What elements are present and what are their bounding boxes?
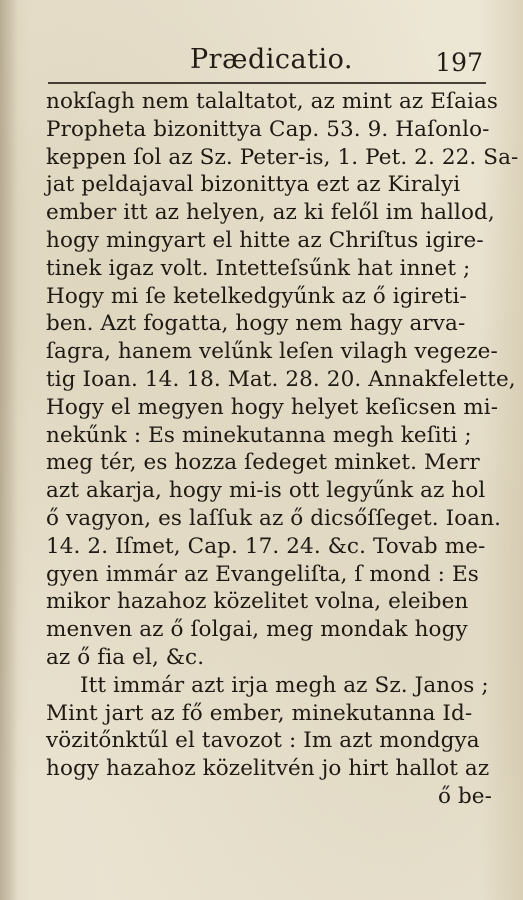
text-line-indented: Itt immár azt irja megh az Sz. Janos ; — [80, 672, 489, 698]
text-line: ſagra, hanem velűnk leſen vilagh vegeze- — [46, 339, 498, 365]
catchword: ő be- — [437, 783, 492, 809]
text-line: Hogy el megyen hogy helyet keſicsen mi- — [46, 394, 499, 420]
text-line: az ő fia el, &c. — [46, 644, 205, 670]
text-line: vözitőnktűl el tavozot : Im azt mondgya — [46, 728, 480, 754]
text-line: tig Ioan. 14. 18. Mat. 28. 20. Annakfelette, — [46, 366, 516, 392]
text-line: ember itt az helyen, az ki felől im hallod, — [46, 200, 495, 226]
binding-shadow — [0, 0, 18, 900]
text-line: keppen ſol az Sz. Peter-is, 1. Pet. 2. 22. Sa- — [46, 144, 519, 170]
text-line: Mint jart az fő ember, minekutanna Id- — [46, 700, 473, 726]
page-number: 197 — [435, 48, 483, 77]
body-text — [46, 88, 519, 811]
text-line: azt akarja, hogy mi-is ott legyűnk az hol — [46, 478, 486, 504]
text-line: 14. 2. Iſmet, Cap. 17. 24. &c. Tovab me- — [46, 533, 486, 559]
page-header — [48, 44, 491, 84]
text-line: nekűnk : Es minekutanna megh keſiti ; — [46, 422, 472, 448]
text-line: nokſagh nem talaltatot, az mint az Eſaias — [46, 89, 499, 114]
text-line: menven az ő ſolgai, meg mondak hogy — [46, 617, 468, 643]
text-line: hogy hazahoz közelitvén jo hirt hallot az — [46, 756, 490, 782]
header-rule — [48, 82, 486, 84]
text-line: jat peldajaval bizonittya ezt az Kiralyi — [46, 172, 461, 198]
text-line: tinek igaz volt. Intetteſsűnk hat innet ; — [46, 255, 471, 281]
text-line: hogy mingyart el hitte az Chriſtus igire- — [46, 227, 484, 253]
text-line: meg tér, es hozza ſedeget minket. Merr — [46, 450, 480, 476]
text-line: gyen immár az Evangeliſta, ſ mond : Es — [46, 561, 479, 587]
running-title: Prædicatio. — [190, 44, 353, 75]
text-line: ő vagyon, es laſſuk az ő dicsőſſeget. Ioan. — [46, 505, 502, 531]
text-line: ben. Azt fogatta, hogy nem hagy arva- — [46, 311, 466, 337]
text-line: Hogy mi ſe ketelkedgyűnk az ő igireti- — [46, 283, 467, 309]
text-line: mikor hazahoz közelitet volna, eleiben — [46, 589, 469, 615]
text-line: Propheta bizonittya Cap. 53. 9. Haſonlo- — [46, 116, 490, 142]
